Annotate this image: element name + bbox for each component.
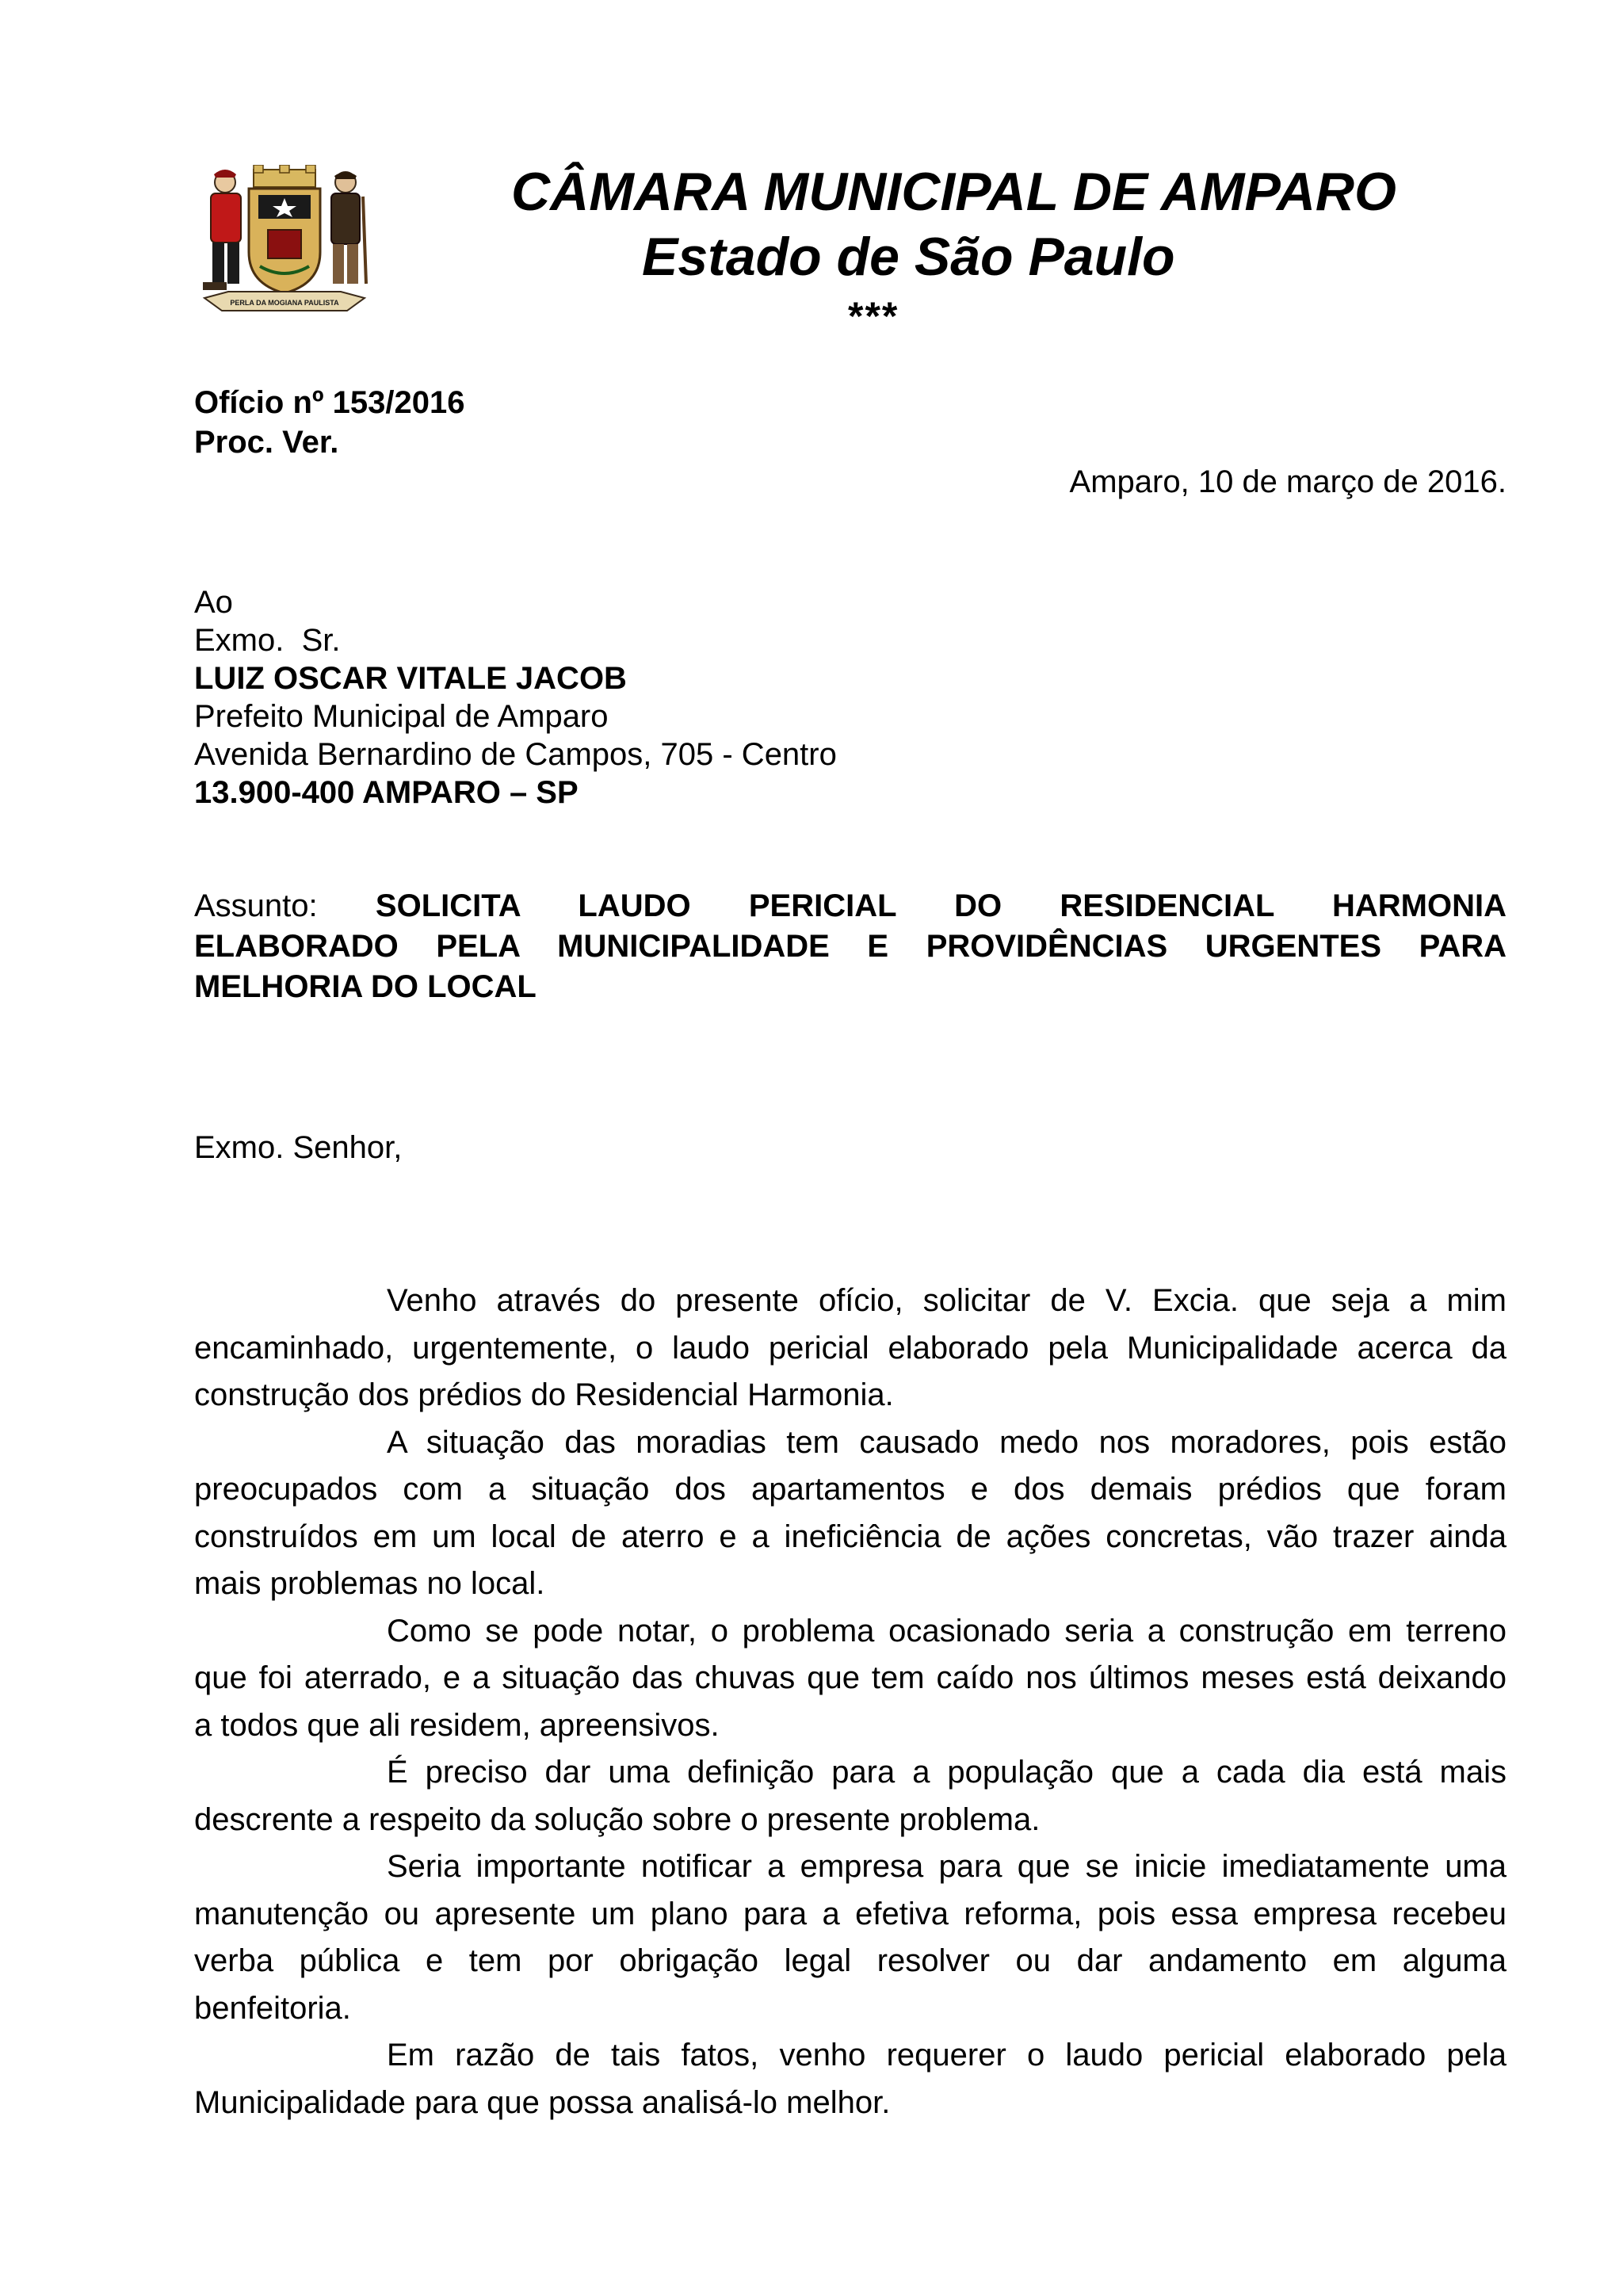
body-line: Municipalidade para que possa analisá-lo melhor.	[194, 2084, 891, 2120]
recipient-city-zip: 13.900-400 AMPARO – SP	[194, 775, 579, 810]
subject-text-1: SOLICITA LAUDO PERICIAL DO RESIDENCIAL HARMONIA	[375, 888, 1507, 923]
crest-shield	[249, 189, 320, 293]
letter-date: Amparo, 10 de março de 2016.	[1069, 464, 1507, 499]
recipient-address-block	[194, 586, 837, 815]
municipal-crest-logo	[197, 165, 372, 315]
body-line: mais problemas no local.	[194, 1566, 545, 1601]
office-number: Ofício nº 153/2016	[194, 385, 465, 420]
body-line: preocupados com a situação dos apartamentos e dos demais prédios que foram	[194, 1472, 1507, 1507]
recipient-name: LUIZ OSCAR VITALE JACOB	[194, 661, 627, 696]
body-line: construção dos prédios do Residencial Harmonia.	[194, 1377, 894, 1412]
crest-right-figure	[331, 172, 366, 284]
crest-ribbon-text: PERLA DA MOGIANA PAULISTA	[230, 299, 339, 307]
body-line: a todos que ali residem, apreensivos.	[194, 1707, 720, 1743]
body-paragraph	[194, 1278, 1507, 1419]
body-line: A situação das moradias tem causado medo nos moradores, pois estão	[387, 1424, 1507, 1460]
body-line: verba pública e tem por obrigação legal resolver ou dar andamento em alguma	[194, 1943, 1507, 1978]
body-line: É preciso dar uma definição para a população que a cada dia está mais	[387, 1755, 1507, 1790]
salutation: Exmo. Senhor,	[194, 1130, 403, 1165]
letter-subject	[194, 886, 1507, 1007]
recipient-honorific: Exmo. Sr.	[194, 623, 341, 658]
crest-left-figure	[203, 170, 241, 290]
body-paragraph	[194, 1749, 1507, 1843]
body-line: que foi aterrado, e a situação das chuvas que tem caído nos últimos meses está deixando	[194, 1660, 1507, 1695]
body-line: Venho através do presente ofício, solicitar de V. Excia. que seja a mim	[387, 1283, 1507, 1318]
state-subtitle: Estado de São Paulo	[642, 227, 1175, 287]
header-separator-stars: ***	[848, 294, 899, 338]
body-line: encaminhado, urgentemente, o laudo pericial elaborado pela Municipalidade acerca da	[194, 1330, 1507, 1366]
body-paragraph	[194, 1843, 1507, 2032]
letter-body	[194, 1278, 1507, 2126]
crest-crown	[254, 165, 315, 187]
body-line: Como se pode notar, o problema ocasionado seria a construção em terreno	[387, 1613, 1507, 1648]
process-reference: Proc. Ver.	[194, 425, 339, 460]
crest-ribbon	[204, 292, 365, 311]
body-line: Seria importante notificar a empresa para que se inicie imediatamente uma	[387, 1849, 1507, 1884]
body-line: benfeitoria.	[194, 1990, 351, 2026]
subject-text-2: ELABORADO PELA MUNICIPALIDADE E PROVIDÊNCIAS URGENTES PARA	[194, 929, 1507, 964]
recipient-to: Ao	[194, 585, 233, 620]
subject-line-1	[194, 886, 1507, 926]
recipient-role: Prefeito Municipal de Amparo	[194, 699, 609, 734]
recipient-street-address: Avenida Bernardino de Campos, 705 - Centro	[194, 737, 837, 772]
subject-text-3: MELHORIA DO LOCAL	[194, 969, 537, 1004]
body-line: manutenção ou apresente um plano para a efetiva reforma, pois essa empresa recebeu	[194, 1896, 1507, 1931]
body-paragraph	[194, 1608, 1507, 1750]
body-line: Em razão de tais fatos, venho requerer o laudo pericial elaborado pela	[387, 2038, 1507, 2073]
subject-label: Assunto:	[194, 888, 318, 923]
body-paragraph	[194, 2032, 1507, 2126]
body-line: construídos em um local de aterro e a ineficiência de ações concretas, vão trazer ainda	[194, 1519, 1507, 1554]
body-paragraph	[194, 1419, 1507, 1608]
body-line: descrente a respeito da solução sobre o presente problema.	[194, 1801, 1041, 1837]
institution-title: CÂMARA MUNICIPAL DE AMPARO	[511, 162, 1396, 222]
